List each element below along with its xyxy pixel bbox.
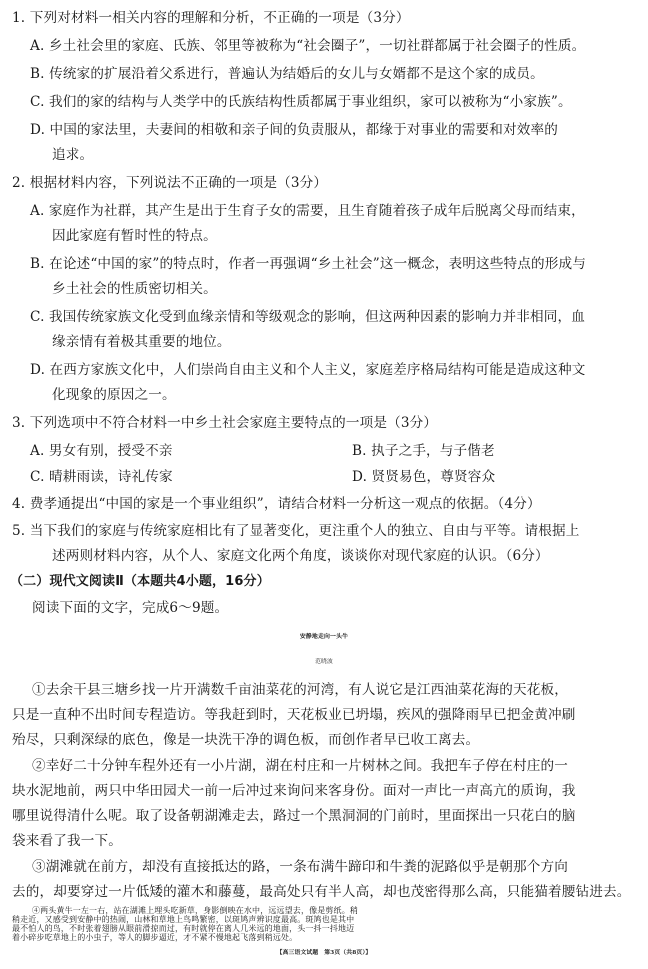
q1-stem: 1. 下列对材料一相关内容的理解和分析，不正确的一项是（3分） [12,10,410,26]
article-line: 殆尽，只剩深绿的底色，像是一块洗干净的调色板，而创作者早已收工离去。 [12,732,480,748]
q1-option-c: C. 我们的家的结构与人类学中的氏族结构性质都属于事业组织，家可以被称为“小家族”。 [30,94,572,110]
article-line: ①去余干县三塘乡找一片开满数千亩油菜花的河湾，有人说它是江西油菜花海的天花板， [32,682,569,698]
article-line: 稍走近，又感受到安静中的热闹，山林和草地上鸟鸣繁密，以斑鸠声辨识度最高。斑鸠也是其中 [12,915,355,924]
q2-option-d: D. 在西方家族文化中，人们崇尚自由主义和个人主义，家庭差序格局结构可能是造成这种文 [30,362,586,378]
article-line: ②幸好二十分钟车程外还有一小片湖，湖在村庄和一片树林之间。我把车子停在村庄的一 [32,758,569,774]
q1-option-a: A. 乡土社会里的家庭、氏族、邻里等被称为“社会圈子”，一切社群都属于社会圈子的性质。 [30,38,586,54]
article-author: 范晓波 [315,659,333,665]
q1-option-b: B. 传统家的扩展沿着父系进行，普遍认为结婚后的女儿与女婿都不是这个家的成员。 [30,66,544,82]
page-footer: 【高三语文试题 第3页（共8页）】 [276,950,372,956]
q2-option-c: C. 我国传统家族文化受到血缘亲情和等级观念的影响，但这两种因素的影响力并非相同，血 [30,309,586,325]
q5-stem-cont: 述两则材料内容，从个人、家庭文化两个角度，谈谈你对现代家庭的认识。（6分） [52,548,549,564]
article-line: 袋来看了我一下。 [12,833,122,849]
article-line: 块水泥地前，两只中华田园犬一前一后冲过来询问来客身份。面对一声比一声高亢的质询，我 [12,783,576,799]
q5-stem: 5. 当下我们的家庭与传统家庭相比有了显著变化，更注重个人的独立、自由与平等。请根据上 [12,523,580,539]
article-line: 着小碎步吃草地上的小虫子，等人的脚步逼近，才不紧不慢地起飞落到稍远处。 [12,933,298,942]
article-title: 安静地走向一头牛 [299,634,349,640]
q4-stem: 4. 费孝通提出“中国的家是一个事业组织”，请结合材料一分析这一观点的依据。（4分） [12,496,541,512]
article-line: 哪里说得清什么呢。取了设备朝湖滩走去，路过一个黑洞洞的门前时，里面探出一只花白的脑 [12,808,576,824]
q3-stem: 3. 下列选项中不符合材料一中乡土社会家庭主要特点的一项是（3分） [12,415,438,431]
article-line: 去的，却要穿过一片低矮的灌木和藤蔓，最高处只有半人高，却也茂密得那么高，只能猫着腰钻进去。 [12,884,631,900]
q3-option-d: D. 贤贤易色，尊贤容众 [352,469,496,485]
q2-option-a-cont: 因此家庭有暂时性的特点。 [52,228,217,244]
q3-option-c: C. 晴耕雨读，诗礼传家 [30,469,173,485]
q2-option-b-cont: 乡土社会的性质密切相关。 [52,281,217,297]
article-line: ③湖滩就在前方，却没有直接抵达的路，一条布满牛蹄印和牛粪的泥路似乎是朝那个方向 [32,859,569,875]
q1-option-d: D. 中国的家法里，夫妻间的相敬和亲子间的负责服从，都缘于对事业的需要和对效率的 [30,122,559,138]
article-line: 最不怕人的鸟，不时张着翅膀从眼前滑掠而过，有时就停在离人几米远的地面，头一抖一抖地迈 [12,924,355,933]
q2-option-a: A. 家庭作为社群，其产生是出于生育子女的需要，且生育随着孩子成年后脱离父母而结束， [30,203,585,219]
q3-option-b: B. 执子之手，与子偕老 [352,443,495,459]
article-line: ④两头黄牛一左一右，站在湖滩上埋头吃新草，身影倒映在水中，远远望去，像是剪纸。稍 [32,906,358,915]
q2-option-c-cont: 缘亲情有着极其重要的地位。 [52,334,231,350]
article-line: 只是一直种不出时间专程造访。等我赶到时，天花板业已坍塌，疾风的强降雨早已把金黄冲刷 [12,707,576,723]
q1-option-d-cont: 追求。 [52,147,94,163]
q2-option-b: B. 在论述“中国的家”的特点时，作者一再强调“乡土社会”这一概念，表明这些特点的形成与 [30,256,586,272]
q3-option-a: A. 男女有别，授受不亲 [30,443,173,459]
q2-option-d-cont: 化现象的原因之一。 [52,387,176,403]
section-instruction: 阅读下面的文字，完成6～9题。 [32,600,229,616]
section-heading: （二）现代文阅读Ⅱ（本题共4小题，16分） [10,574,270,589]
q2-stem: 2. 根据材料内容，下列说法不正确的一项是（3分） [12,175,328,191]
